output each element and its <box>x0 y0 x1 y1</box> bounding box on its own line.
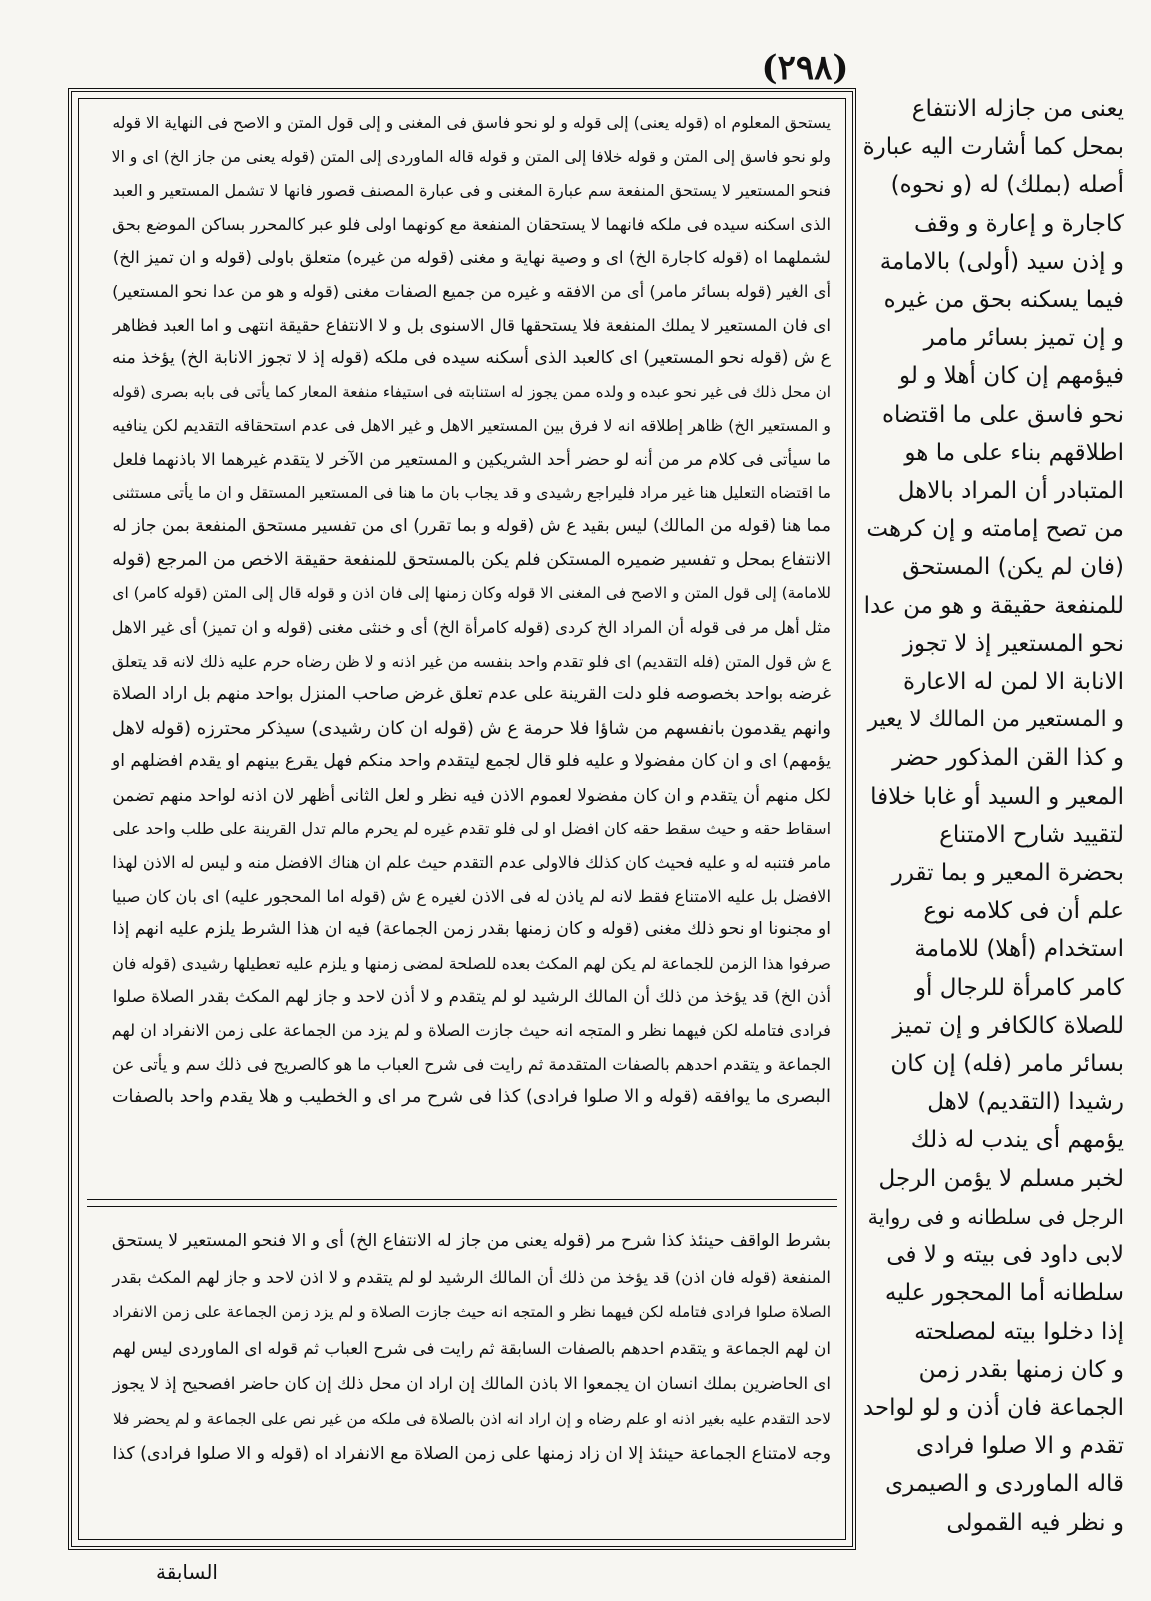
commentary-line: ولو نحو فاسق إلى المتن و قوله خلافا إلى المتن و قوله قاله الماوردى إلى المتن (قوله يعنى من جاز الخ) اى و الا <box>111 147 831 166</box>
margin-line: لابى داود فى بيته و لا فى <box>886 1242 1124 1269</box>
margin-line: يعنى من جازله الانتفاع <box>911 96 1124 122</box>
margin-line: بمحل كما أشارت اليه عبارة <box>862 134 1124 161</box>
commentary-line: فنحو المستعير لا يستحق المنفعة سم عبارة المغنى و فى عبارة المصنف قصور فانها لا تشمل المستعير و العبد <box>112 181 831 201</box>
commentary-block <box>97 107 831 1192</box>
commentary-line: اسقاط حقه و حيث سقط حقه كان افضل او لى فلو تقدم غيره لم يحرم مالم تدل القرينة على طلب واحد على <box>112 819 831 839</box>
lower-commentary-line: لاحد التقدم عليه بغير اذنه او علم رضاه و إن اراد انه اذن بالصلاة فى ملكه من غير نص على الجماعة و لم يحضر فلا <box>113 1409 831 1428</box>
inner-border <box>78 98 846 1540</box>
margin-line: يؤمهم أى يندب له ذلك <box>910 1127 1124 1154</box>
commentary-line: مما هنا (قوله من المالك) ليس بقيد ع ش (قوله و بما تقرر) اى من تفسير مستحق المنفعة بمن جاز له <box>112 516 831 537</box>
commentary-line: غرضه بواحد بخصوصه فلو دلت القرينة على عدم تعلق غرض صاحب المنزل بواحد منهم بل اراد الصلاة <box>112 684 831 705</box>
lower-commentary-block <box>97 1224 831 1548</box>
margin-line: لخبر مسلم لا يؤمن الرجل <box>878 1165 1124 1192</box>
margin-line: المتبادر أن المراد بالاهل <box>897 478 1124 505</box>
commentary-line: يؤمهم) اى و ان كان مفضولا و عليه فلو قال لجمع ليتقدم واحد منكم فهل يقرع بينهم او يقدم افضلهم او <box>112 751 831 772</box>
catchword: السابقة <box>156 1560 218 1584</box>
commentary-line: مثل أهل مر فى قوله أن المراد الخ كردى (قوله كامرأة الخ) أى و خنثى مغنى (قوله و ان تميز) أى غير الاهل <box>111 617 831 637</box>
margin-line: سلطانه أما المحجور عليه <box>884 1280 1124 1307</box>
commentary-line: الافضل بل عليه الامتناع فقط لانه لم ياذن له فى الاذن لغيره ع ش (قوله اما المحجور عليه) اى بان كان صبيا <box>111 886 831 906</box>
lower-commentary-line: المنفعة (قوله فان اذن) قد يؤخذ من ذلك أن المالك الرشيد لو لم يتقدم و لا اذن لاحد و جاز لهم المكث بقدر <box>112 1267 831 1287</box>
margin-line: نحو فاسق على ما اقتضاه <box>882 401 1124 428</box>
commentary-line: أى الغير (قوله بسائر مامر) أى من الافقه و غيره من جميع الصفات مغنى (قوله و هو من عدا نحو المستعير) <box>112 281 831 301</box>
margin-line: (فان لم يكن) المستحق <box>902 554 1124 581</box>
margin-line: فيؤمهم إن كان أهلا و لو <box>899 363 1124 390</box>
margin-line: أصله (بملك) له (و نحوه) <box>890 172 1124 199</box>
commentary-line: مامر فتنبه له و عليه فحيث كان كذلك فالاولى عدم التقدم حيث علم ان هناك الافضل منه و ليس له الاذن لهذا <box>112 853 831 873</box>
margin-line: قاله الماوردى و الصيمرى <box>885 1471 1124 1498</box>
commentary-line: وانهم يقدمون بانفسهم من شاؤا فلا حرمة ع ش (قوله ان كان رشيدى) سيذكر محترزه (قوله لاهل <box>111 717 831 739</box>
lower-commentary-line: الصلاة صلوا فرادى فتامله لكن فيهما نظر و المتجه انه حيث جازت الصلاة و لم يزد زمن الجماعة على زمن الانفراد <box>112 1303 831 1321</box>
margin-line: كاجارة و إعارة و وقف <box>914 210 1124 237</box>
margin-main-text <box>862 90 1124 1540</box>
commentary-line: ان محل ذلك فى غير نحو عبده و ولده ممن يجوز له استنابته فى استيفاء منفعة المعار كما يأتى فى بابه بصرى (قوله <box>112 382 831 401</box>
section-divider <box>87 1199 837 1207</box>
commentary-line: ما سيأتى فى كلام مر من أنه لو حضر أحد الشريكين و المستعير من الآخر لا يتقدم غيرهما الا باذنهما فلعل <box>112 448 831 469</box>
margin-line: الجماعة فان أذن و لو لواحد <box>862 1394 1124 1421</box>
lower-commentary-line: بشرط الواقف حينئذ كذا شرح مر (قوله يعنى من جاز له الانتفاع الخ) أى و الا فنحو المستعير لا يستحق <box>111 1231 831 1251</box>
margin-line: استخدام (أهلا) للامامة <box>914 936 1124 963</box>
commentary-line: للامامة) إلى قول المتن و الاصح فى المغنى الا قوله وكان زمنها إلى فان اذن و قوله قال إلى المتن (قوله كامر) اى <box>112 584 831 603</box>
commentary-line: أذن الخ) قد يؤخذ من ذلك أن المالك الرشيد لو لم يتقدم و لا أذن لاحد و جاز لهم المكث بقدر الصلاة صلوا <box>112 986 831 1007</box>
margin-line: الرجل فى سلطانه و فى رواية <box>867 1204 1124 1229</box>
margin-line: للمنفعة حقيقة و هو من عدا <box>863 592 1124 619</box>
margin-line: و إن تميز بسائر مامر <box>923 325 1124 352</box>
commentary-line: ما اقتضاه التعليل هنا غير مراد فليراجع رشيدى و قد يجاب بان ما هنا فى المستعير المستقل و ان ما يأتى مستثنى <box>112 483 831 502</box>
commentary-line: اى فان المستعير لا يملك المنفعة فلا يستحقها قال الاسنوى بل و لا الانتفاع حقيقة انتهى و اما العبد فظاهر <box>112 314 831 335</box>
lower-commentary-line: ان لهم الجماعة و يتقدم احدهم بالصفات السابقة ثم رايت فى شرح العباب ثم قوله اى الماوردى ليس لهم <box>112 1337 831 1358</box>
commentary-line: البصرى ما يوافقه (قوله و الا صلوا فرادى) كذا فى شرح مر اى و الخطيب و هلا يقدم واحد بالصفات <box>111 1087 831 1108</box>
margin-line: و إذن سيد (أولى) بالامامة <box>879 248 1124 275</box>
margin-line: فيما يسكنه بحق من غيره <box>883 287 1124 314</box>
commentary-line: الذى اسكنه سيده فى ملكه فانهما لا يستحقان المنفعة مع كونهما اولى فلو عبر كالمحرر بساكن الموضع بحق <box>112 214 831 234</box>
margin-line: الانابة الا لمن له الاعارة <box>903 669 1124 696</box>
commentary-line: ع ش (قوله نحو المستعير) اى كالعبد الذى أسكنه سيده فى ملكه (قوله إذ لا تجوز الانابة الخ) يؤخذ منه <box>112 348 831 369</box>
margin-line: رشيدا (التقديم) لاهل <box>927 1089 1124 1116</box>
commentary-line: لشملهما اه (قوله كاجارة الخ) اى و وصية نهاية و مغنى (قوله من غيره) متعلق باولى (قوله و ان تميز الخ) <box>112 247 831 268</box>
margin-line: و المستعير من المالك لا يعير <box>867 707 1124 733</box>
margin-line: تقدم و الا صلوا فرادى <box>916 1433 1124 1460</box>
commentary-line: او مجنونا او نحو ذلك مغنى (قوله و كان زمنها بقدر زمن الجماعة) فيه ان هذا الشرط يلزم عليه انهم إذا <box>112 919 831 940</box>
lower-commentary-line: اى الحاضرين بملك انسان ان يجمعوا الا باذن المالك إن اراد ان محل ذلك إن كان حاضر افصحيح إذ لا يجوز <box>112 1374 831 1393</box>
commentary-line: يستحق المعلوم اه (قوله يعنى) إلى قوله و لو نحو فاسق فى المغنى و إلى قول المتن و الاصح فى النهاية الا قوله <box>112 114 831 132</box>
margin-line: المعير و السيد أو غابا خلافا <box>870 783 1124 810</box>
margin-line: كامر كامرأة للرجال أو <box>914 974 1124 1001</box>
lower-commentary-line: وجه لامتناع الجماعة حينئذ إلا ان زاد زمنها على زمن الصلاة مع الانفراد اه (قوله و الا صلوا فرادى) كذا <box>112 1444 831 1464</box>
margin-line: للصلاة كالكافر و إن تميز <box>892 1012 1124 1039</box>
commentary-line: الانتفاع بمحل و تفسير ضميره المستكن فلم يكن بالمستحق للمنفعة حقيقة الاخص من المرجع (قوله <box>112 549 831 570</box>
main-text-frame <box>68 88 856 1550</box>
margin-line: اطلاقهم بناء على ما هو <box>904 439 1124 466</box>
margin-line: لتقييد شارح الامتناع <box>939 821 1124 848</box>
margin-line: و كذا القن المذكور حضر <box>892 745 1124 772</box>
margin-line: و نظر فيه القمولى <box>946 1509 1124 1536</box>
commentary-line: فرادى فتامله لكن فيهما نظر و المتجه انه حيث جازت الصلاة و لم يزد من الجماعة على زمن الانفراد ان لهم <box>111 1021 831 1041</box>
margin-line: بسائر مامر (فله) إن كان <box>890 1051 1124 1078</box>
margin-line: علم أن فى كلامه نوع <box>923 898 1124 925</box>
commentary-line: لكل منهم أن يتقدم و ان كان مفضولا لعموم الاذن فيه نظر و لعل الثانى أظهر لان اذنه لواحد منهم تضمن <box>112 784 831 805</box>
commentary-line: ع ش قول المتن (فله التقديم) اى فلو تقدم واحد بنفسه من غير اذنه و لا ظن رضاه حرم عليه ذلك لانه قد يتعلق <box>111 651 831 671</box>
margin-line: من تصح إمامته و إن كرهت <box>866 516 1124 543</box>
margin-line: نحو المستعير إذ لا تجوز <box>902 630 1124 657</box>
page-number: (٢٩٨) <box>761 48 849 88</box>
margin-line: بحضرة المعير و بما تقرر <box>891 860 1124 887</box>
commentary-line: صرفوا هذا الزمن للجماعة لم يكن لهم المكث بعده للصلحة لمضى زمنها و يلزم عليه تعطيلها رشيدى (قوله فان <box>112 953 831 973</box>
commentary-line: و المستعير الخ) ظاهر إطلاقه انه لا فرق بين المستعير الاهل و غير الاهل فى عدم استحقاقه التقديم لكن ينافيه <box>111 416 831 436</box>
margin-line: و كان زمنها بقدر زمن <box>918 1356 1124 1383</box>
margin-line: إذا دخلوا بيته لمصلحته <box>914 1318 1124 1345</box>
commentary-line: الجماعة و يتقدم احدهم بالصفات المتقدمة ثم رايت فى شرح العباب ما هو كالصريح فى ذلك سم و يأتى عن <box>112 1054 831 1074</box>
